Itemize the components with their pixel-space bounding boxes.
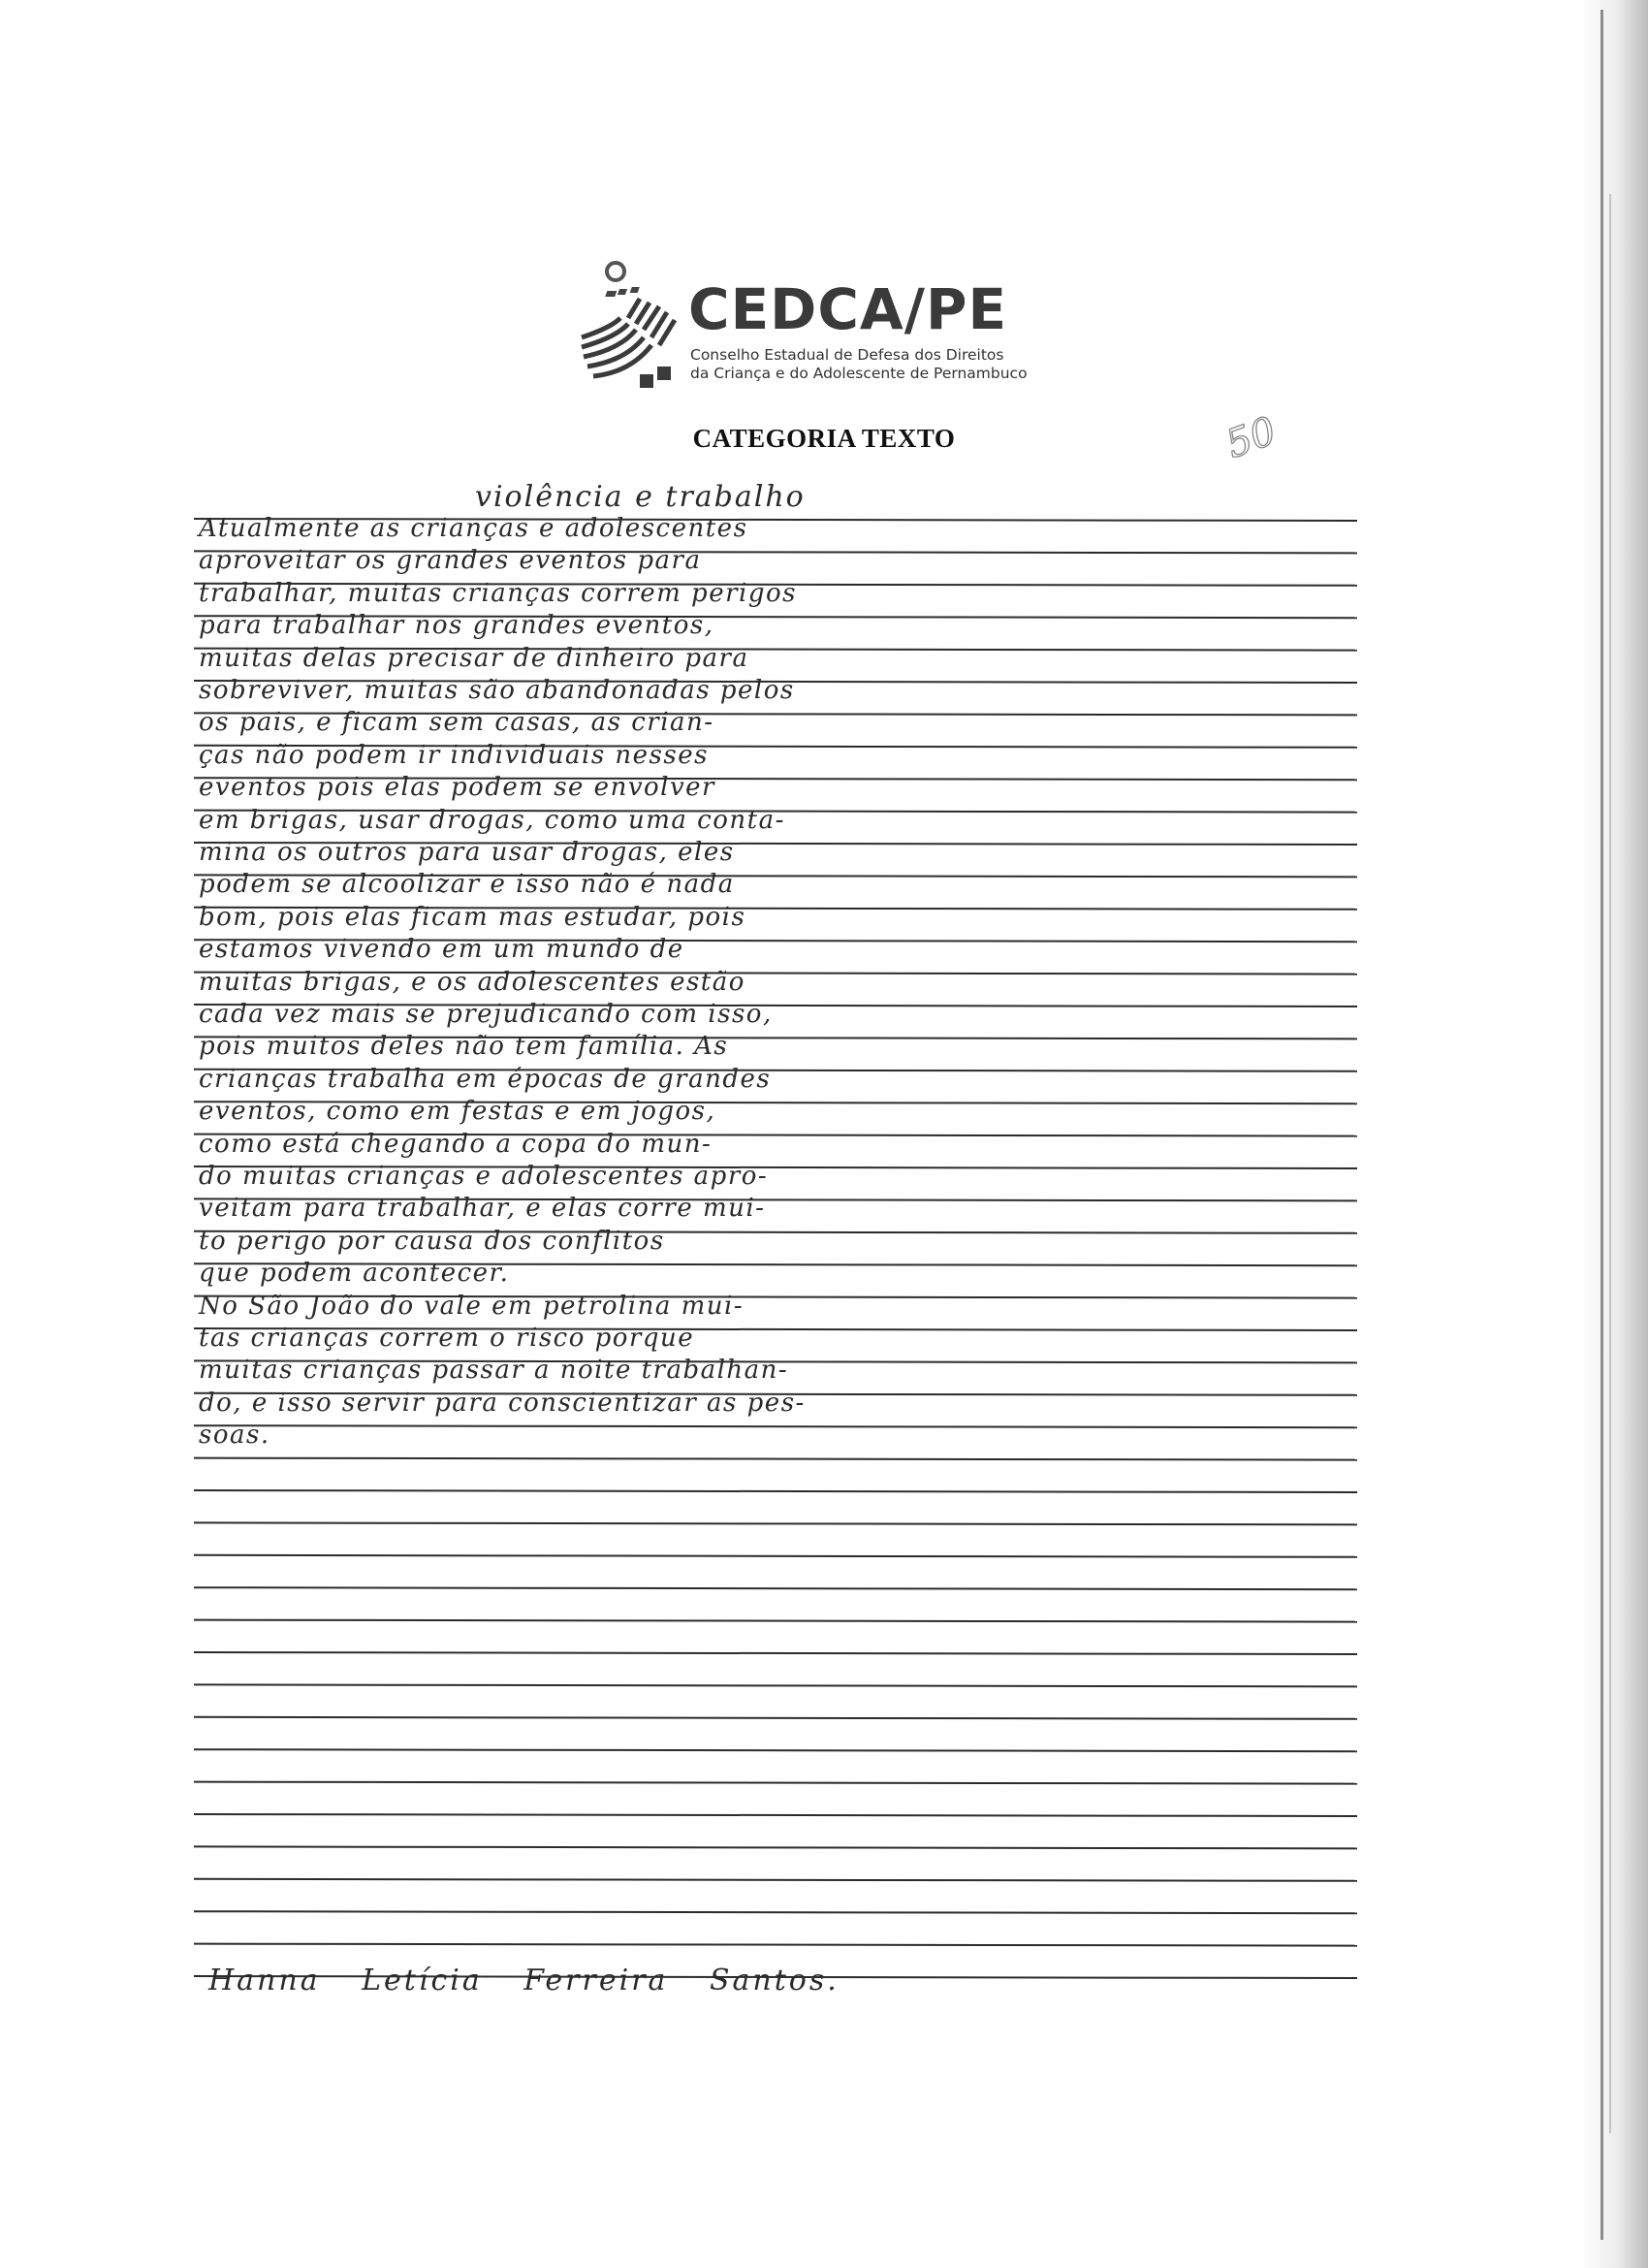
logo-subtitle-line-2: da Criança e do Adolescente de Pernambuco (690, 365, 1028, 382)
essay-line: eventos pois elas podem se envolver (199, 773, 715, 803)
essay-line: bom, pois elas ficam mas estudar, pois (199, 902, 746, 932)
essay-line: trabalhar, muitas crianças correm perigos (199, 578, 797, 608)
essay-title: violência e trabalho (475, 480, 806, 514)
essay-line: Atualmente as crianças e adolescentes (199, 514, 748, 543)
ruled-line (194, 1749, 1357, 1751)
essay-line: sobreviver, muitas são abandonadas pelos (199, 676, 795, 705)
essay-line: to perigo por causa dos conflitos (199, 1226, 665, 1256)
category-heading: CATEGORIA TEXTO (692, 424, 956, 453)
essay-line: do, e isso servir para conscientizar as pes- (199, 1388, 806, 1418)
essay-line: os pais, e ficam sem casas, as crian- (199, 708, 714, 738)
essay-line: muitas crianças passar a noite trabalhan- (199, 1356, 789, 1386)
essay-line: crianças trabalha em épocas de grandes (199, 1064, 772, 1094)
ruled-line (194, 1490, 1357, 1492)
essay-line: estamos vivendo em um mundo de (199, 935, 684, 965)
essay-line: podem se alcoolizar e isso não é nada (199, 870, 735, 900)
ruled-line (194, 1911, 1357, 1913)
essay-line: mina os outros para usar drogas, eles (199, 838, 735, 867)
ruled-line (194, 1717, 1357, 1719)
essay-line: como está chegando a copa do mun- (199, 1129, 713, 1159)
essay-line: muitas brigas, e os adolescentes estão (199, 967, 745, 997)
essay-line: em brigas, usar drogas, como uma conta- (199, 805, 785, 835)
essay-line: veitam para trabalhar, e elas corre mui- (199, 1194, 766, 1224)
ruled-line (194, 1846, 1357, 1848)
ruled-line (194, 1555, 1357, 1557)
ruled-line (194, 1620, 1357, 1622)
ruled-line (194, 1425, 1357, 1427)
ruled-line (194, 1879, 1357, 1881)
ruled-line (194, 1814, 1357, 1816)
essay-line: muitas delas precisar de dinheiro para (199, 643, 749, 673)
page-number-text: 50 (1220, 408, 1283, 463)
ruled-line (194, 1522, 1357, 1524)
essay-line: No São João do vale em petrolina mui- (199, 1291, 745, 1321)
ruled-line (194, 1458, 1357, 1460)
logo-subtitle-line-1: Conselho Estadual de Defesa dos Direitos (690, 346, 1004, 364)
ruled-line (194, 1652, 1357, 1654)
essay-line: para trabalhar nos grandes eventos, (199, 611, 714, 641)
essay-line: do muitas crianças e adolescentes apro- (199, 1162, 769, 1191)
essay-line: aproveitar os grandes eventos para (199, 546, 702, 576)
ruled-line (194, 1782, 1357, 1784)
essay-line: que podem acontecer. (199, 1259, 510, 1289)
ruled-line (194, 1944, 1357, 1946)
logo-name: CEDCA/PE (688, 276, 1008, 342)
essay-line: tas crianças correm o risco porque (199, 1324, 695, 1353)
signature: Hanna Letícia Ferreira Santos. (208, 1964, 840, 1997)
ruled-line (194, 1684, 1357, 1686)
essay-line: pois muitos deles não tem família. As (199, 1032, 729, 1062)
essay-line: soas. (199, 1421, 270, 1451)
essay-line: ças não podem ir individuais nesses (199, 740, 709, 770)
essay-line: eventos, como em festas e em jogos, (199, 1097, 716, 1127)
essay-line: cada vez mais se prejudicando com isso, (199, 1000, 773, 1029)
ruled-line (194, 1587, 1357, 1589)
